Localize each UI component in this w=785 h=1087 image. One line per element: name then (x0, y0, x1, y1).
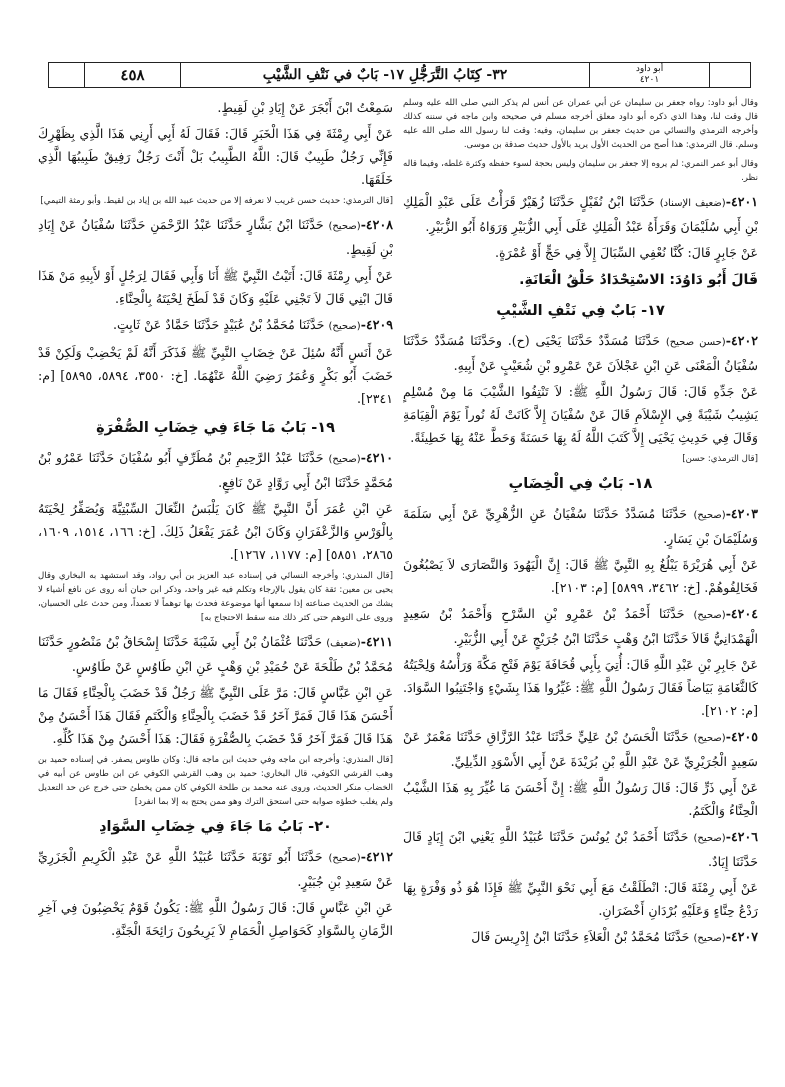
hadith-isnad: حَدَّثَنَا الْحَسَنُ بْنُ عَلِيٍّ حَدَّثَنَا عَبْدُ الرَّزَّاقِ حَدَّثَنَا مَعْمَرٌ عَنْ سَعِيدٍ الْجُرَيْرِيِّ عَنْ عَبْدِ اللَّهِ بْنِ بُرَيْدَةَ عَنْ أَبِي الأَسْوَدِ الدِّيلِيِّ. (403, 729, 758, 769)
abu-dawud-remark: قَالَ أَبُو دَاوُدَ: الاسْتِحْدَادُ حَلْقُ الْعَانَةِ. (519, 272, 758, 288)
hadith-number: ٤٢٠٩- (360, 317, 393, 332)
hadith-matn: عَنِ ابْنِ عُمَرَ أَنَّ النَّبِيَّ ﷺ كَانَ يَلْبَسُ النِّعَالَ السِّبْتِيَّةَ وَيُصَفِّرُ لِحْيَتَهُ بِالْوَرْسِ وَالزَّعْفَرَانِ وَكَانَ ابْنُ عُمَرَ يَفْعَلُ ذَلِكَ. [خ: ١٦٦، ١٥١٤، ١٦٠٩، ٢٨٦٥، ٥٨٥١] [م: ١١٧٧، ١٢٦٧]. (38, 501, 393, 562)
commentary-note: [قال المنذري: وأخرجه ابن ماجه وفي حديث ابن ماجه قال: وكان طاوس يصفر. في إسناده حميد بن وهب القرشي الكوفي، قال البخاري: حميد بن وهب القرشي الكوفي عن ابن طاوس عن أبيه في الخضاب منكر الحديث، وروى عنه محمد بن طلحة الكوفي كان ممن يخطئ حتى خرج عن حد التعديل ولم يغلب خطؤه صوابه حتى استحق الترك وهو ممن يحتج به إلا بما انفرد] (38, 755, 393, 807)
hadith-matn: عَنْ جَابِرٍ قَالَ: كُنَّا نُعْفِي السِّبَالَ إِلاَّ فِي حَجٍّ أَوْ عُمْرَةٍ. (495, 245, 758, 260)
hadith-number: ٤٢٠٢- (725, 333, 758, 348)
hadith-grade: (صحيح) (328, 454, 361, 465)
hadith-isnad: سَمِعْتُ ابْنَ أَبْجَرَ عَنْ إِيَادِ بْنِ لَقِيطٍ. (217, 100, 393, 115)
hadith-4203 (403, 502, 758, 550)
hadith-isnad: حَدَّثَنَا عُثْمَانُ بْنُ أَبِي شَيْبَةَ حَدَّثَنَا إِسْحَاقُ بْنُ مَنْصُورٍ حَدَّثَنَا مُحَمَّدُ بْنُ طَلْحَةَ عَنْ حُمَيْدِ بْنِ وَهْبٍ عَنِ ابْنِ طَاوُسٍ عَنْ طَاوُسٍ. (38, 634, 393, 674)
book-reference (590, 63, 710, 87)
hadith-4206 (403, 825, 758, 873)
book-name: أبو داود (635, 64, 664, 74)
hadith-matn: عَنْ أَبِي ذَرٍّ قَالَ: قَالَ رَسُولُ اللَّهِ ﷺ: إِنَّ أَحْسَنَ مَا غُيِّرَ بِهِ هَذَا الشَّيْبُ الْحِنَّاءُ وَالْكَتَمُ. (403, 780, 758, 818)
hadith-number: ٤٢١١- (360, 634, 393, 649)
hadith-number: ٤٢٠٦- (725, 829, 758, 844)
hadith-grade: (صحيح) (693, 733, 726, 744)
hadith-matn: عَنْ أَبِي رِمْثَةَ قَالَ: أَتَيْتُ النَّبِيَّ ﷺ أَنَا وَأَبِي فَقَالَ لِرَجُلٍ أَوْ لأَبِيهِ مَنْ هَذَا قَالَ ابْنِي قَالَ لاَ تَجْنِي عَلَيْهِ وَكَانَ قَدْ لَطَخَ لِحْيَتَهُ بِالْحِنَّاءِ. (38, 268, 393, 306)
hadith-number: ٤٢٠٣- (725, 506, 758, 521)
hadith-number: ٤٢١٠- (360, 450, 393, 465)
header-blank-cell (49, 63, 85, 87)
hadith-matn: عَنِ ابْنِ عَبَّاسٍ قَالَ: قَالَ رَسُولُ اللَّهِ ﷺ: يَكُونُ قَوْمٌ يَخْضِبُونَ فِي آخِرِ الزَّمَانِ بِالسَّوَادِ كَحَوَاصِلِ الْحَمَامِ لاَ يَرِيحُونَ رَائِحَةَ الْجَنَّةِ. (38, 900, 393, 938)
hadith-number: ٤٢٠٤- (725, 606, 758, 621)
hadith-4207 (403, 925, 758, 950)
header-blank-cell (710, 63, 750, 87)
hadith-grade: (ضعيف الإسناد) (659, 198, 726, 209)
hadith-4209 (38, 313, 393, 338)
hadith-grade: (صحيح) (328, 321, 361, 332)
hadith-4202 (403, 329, 758, 377)
hadith-number: ٤٢٠٨- (360, 217, 393, 232)
hadith-isnad: حَدَّثَنَا ابْنُ نُفَيْلٍ حَدَّثَنَا زُهَيْرٌ قَرَأْتُ عَلَى عَبْدِ الْمَلِكِ بْنِ أَبِي سُلَيْمَانَ وَقَرَأَهُ عَبْدُ الْمَلِكِ عَلَى أَبِي الزُّبَيْرِ وَرَوَاهُ أَبُو الزُّبَيْرِ. (403, 194, 758, 234)
hadith-isnad: حَدَّثَنَا مُسَدَّدٌ حَدَّثَنَا سُفْيَانُ عَنِ الزُّهْرِيِّ عَنْ أَبِي سَلَمَةَ وَسُلَيْمَانَ بْنِ يَسَارٍ. (403, 506, 758, 546)
hadith-isnad: حَدَّثَنَا ابْنُ بَشَّارٍ حَدَّثَنَا عَبْدُ الرَّحْمَنِ حَدَّثَنَا سُفْيَانُ عَنْ إِيَادِ بْنِ لَقِيطٍ. (38, 217, 393, 257)
hadith-number: ٤٢١٢- (360, 849, 393, 864)
hadith-4205 (403, 725, 758, 773)
commentary-note: وقال أبو داود: رواه جعفر بن سليمان عن أبي عمران عن أنس لم يذكر النبي صلى الله عليه وسلم قال وقت لنا، وهذا الذي ذكره أبو داود معلق أخرجه مسلم في صحيحه وابن ماجه في سننه كذلك وأخرجه الترمذي والنسائي من حديث جعفر بن سليمان، وفيه: وقت لنا رسول الله صلى الله عليه وسلم. قال الترمذي: هذا أصح من الحديث الأول يريد بالأول حديث صدقة بن موسى. (403, 98, 758, 150)
hadith-4212 (38, 845, 393, 893)
hadith-4210 (38, 446, 393, 494)
hadith-matn: عَنْ جَدِّهِ قَالَ: قَالَ رَسُولُ اللَّهِ ﷺ: لاَ تَنْتِفُوا الشَّيْبَ مَا مِنْ مُسْلِمٍ يَشِيبُ شَيْبَةً فِي الإِسْلاَمِ قَالَ عَنْ سُفْيَانَ إِلاَّ كَانَتْ لَهُ نُوراً يَوْمَ الْقِيَامَةِ وَقَالَ فِي حَدِيثِ يَحْيَى إِلاَّ كَتَبَ اللَّهُ لَهُ بِهَا حَسَنَةً وَحَطَّ عَنْهُ بِهَا خَطِيئَةً. (403, 384, 758, 445)
hadith-matn: عَنْ أَنَسٍ أَنَّهُ سُئِلَ عَنْ خِضَابِ النَّبِيِّ ﷺ فَذَكَرَ أَنَّهُ لَمْ يَخْضِبْ وَلَكِنْ قَدْ خَضَبَ أَبُو بَكْرٍ وَعُمَرُ رَضِيَ اللَّهُ عَنْهُمَا. [خ: ٣٥٥٠، ٥٨٩٤، ٥٨٩٥] [م: ٢٣٤١]. (38, 345, 393, 406)
commentary-note: [قال الترمذي: حسن] (682, 454, 758, 464)
hadith-isnad: حَدَّثَنَا مُحَمَّدُ بْنُ عُبَيْدٍ حَدَّثَنَا حَمَّادٌ عَنْ ثَابِتٍ. (112, 317, 325, 332)
chapter-heading: ١٧- بَابٌ فِي نَتْفِ الشَّيْبِ (496, 303, 665, 319)
chapter-heading: ١٩- بَابُ مَا جَاءَ فِي خِضَابِ الصُّفْرَةِ (96, 420, 335, 436)
hadith-isnad: حَدَّثَنَا أَبُو تَوْبَةَ حَدَّثَنَا عُبَيْدُ اللَّهِ عَنْ عَبْدِ الْكَرِيمِ الْجَزَرِيِّ عَنْ سَعِيدِ بْنِ جُبَيْرٍ. (38, 849, 393, 889)
hadith-grade: (صحيح) (693, 610, 726, 621)
hadith-matn: عَنْ أَبِي رِمْثَةَ قَالَ: انْطَلَقْتُ مَعَ أَبِي نَحْوَ النَّبِيِّ ﷺ فَإِذَا هُوَ ذُو وَفْرَةٍ بِهَا رَدْعُ حِنَّاءٍ وَعَلَيْهِ بُرْدَانِ أَخْضَرَانِ. (403, 880, 758, 918)
page-number: ٤٥٨ (85, 63, 181, 87)
running-title: ٣٢- كِتَابُ التَّرَجُّلِ ١٧- بَابٌ في نَتْفِ الشَّيْبِ (181, 63, 590, 87)
hadith-number: ٤٢٠٧- (725, 929, 758, 944)
hadith-matn: عَنِ ابْنِ عَبَّاسٍ قَالَ: مَرَّ عَلَى النَّبِيِّ ﷺ رَجُلٌ قَدْ خَضَبَ بِالْحِنَّاءِ فَقَالَ مَا أَحْسَنَ هَذَا قَالَ فَمَرَّ آخَرُ قَدْ خَضَبَ بِالْحِنَّاءِ وَالْكَتَمِ فَقَالَ هَذَا أَحْسَنُ مِنْ هَذَا قَالَ فَمَرَّ آخَرُ قَدْ خَضَبَ بِالصُّفْرَةِ فَقَالَ: هَذَا أَحْسَنُ مِنْ هَذَا كُلِّهِ. (38, 685, 393, 746)
hadith-matn: عَنْ أَبِي هُرَيْرَةَ يَبْلُغُ بِهِ النَّبِيَّ ﷺ قَالَ: إِنَّ الْيَهُودَ وَالنَّصَارَى لاَ يَصْبُغُونَ فَخَالِفُوهُمْ. [خ: ٣٤٦٢، ٥٨٩٩] [م: ٢١٠٣]. (403, 557, 758, 595)
hadith-isnad: حَدَّثَنَا عَبْدُ الرَّحِيمِ بْنُ مُطَرِّفٍ أَبُو سُفْيَانَ حَدَّثَنَا عَمْرُو بْنُ مُحَمَّدٍ حَدَّثَنَا ابْنُ أَبِي رَوَّادٍ عَنْ نَافِعٍ. (38, 450, 393, 490)
hadith-grade: (ضعيف) (326, 638, 361, 649)
hadith-isnad: حَدَّثَنَا مُحَمَّدُ بْنُ الْعَلاَءِ حَدَّثَنَا ابْنُ إِدْرِيسَ قَالَ (471, 929, 690, 944)
hadith-grade: (صحيح) (693, 933, 726, 944)
hadith-matn: عَنْ جَابِرِ بْنِ عَبْدِ اللَّهِ قَالَ: أُتِيَ بِأَبِي قُحَافَةَ يَوْمَ فَتْحِ مَكَّةَ وَرَأْسُهُ وَلِحْيَتُهُ كَالثَّغَامَةِ بَيَاضاً فَقَالَ رَسُولُ اللَّهِ ﷺ: غَيِّرُوا هَذَا بِشَيْءٍ وَاجْتَنِبُوا السَّوَادَ. [م: ٢١٠٢]. (403, 657, 758, 718)
hadith-grade: (صحيح) (328, 221, 361, 232)
hadith-grade: (صحيح) (328, 853, 361, 864)
hadith-isnad: حَدَّثَنَا أَحْمَدُ بْنُ يُونُسَ حَدَّثَنَا عُبَيْدُ اللَّهِ يَعْنِي ابْنَ إِيَادٍ قَالَ حَدَّثَنَا إِيَادٌ. (403, 829, 758, 869)
hadith-isnad: حَدَّثَنَا مُسَدَّدٌ حَدَّثَنَا يَحْيَى (ح). وحَدَّثَنَا مُسَدَّدٌ حَدَّثَنَا سُفْيَانُ الْمَعْنَى عَنِ ابْنِ عَجْلاَنَ عَنْ عَمْرِو بْنِ شُعَيْبٍ عَنْ أَبِيهِ. (403, 333, 758, 373)
page-header (48, 62, 751, 88)
commentary-note: [قال الترمذي: حديث حسن غريب لا نعرفه إلا من حديث عبيد الله بن إياد بن لقيط. وأبو رمثة التيمي] (40, 196, 393, 206)
hadith-4208 (38, 213, 393, 261)
right-column (403, 96, 758, 1081)
hadith-isnad: حَدَّثَنَا أَحْمَدُ بْنُ عَمْرِو بْنِ السَّرْحِ وَأَحْمَدُ بْنُ سَعِيدٍ الْهَمْدَانِيُّ قَالاَ حَدَّثَنَا ابْنُ وَهْبٍ حَدَّثَنَا ابْنُ جُرَيْجٍ عَنْ أَبِي الزُّبَيْرِ. (403, 606, 758, 646)
chapter-heading: ١٨- بَابٌ فِي الْخِضَابِ (508, 476, 653, 492)
hadith-matn: عَنْ أَبِي رِمْثَةَ فِي هَذَا الْخَبَرِ قَالَ: فَقَالَ لَهُ أَبِي أَرِنِي هَذَا الَّذِي بِظَهْرِكَ فَإِنِّي رَجُلٌ طَبِيبٌ قَالَ: اللَّهُ الطَّبِيبُ بَلْ أَنْتَ رَجُلٌ رَفِيقٌ طَبِيبُهَا الَّذِي خَلَقَهَا. (38, 126, 393, 187)
chapter-heading: ٢٠- بَابُ مَا جَاءَ فِي خِضَابِ السَّوَادِ (99, 819, 332, 835)
commentary-note: وقال أبو عمر النمري: لم يروه إلا جعفر بن سليمان وليس بحجة لسوء حفظه وكثرة غلطه، وفيما قاله نظر. (403, 159, 758, 183)
hadith-grade: (حسن صحيح) (665, 337, 726, 348)
hadith-grade: (صحيح) (693, 833, 726, 844)
hadith-number-ref: ٤٢٠١ (639, 75, 660, 85)
hadith-number: ٤٢٠١- (725, 194, 758, 209)
hadith-4204 (403, 602, 758, 650)
commentary-note: [قال المنذري: وأخرجه النسائي في إسناده عبد العزيز بن أبي رواد، وقد استشهد به البخاري وقال يحيى بن معين: ثقة كان يقول بالإرجاء وتكلم فيه غير واحد، وذكر ابن حبان أنه روى عن نافع أشياء لا يشك من الحديث صناعته إذا سمعها أنها موضوعة فحدث بها توهماً لا تعمداً، ومن حدث على الحسبان، وروى على التوهم حتى كثر ذلك منه سقط الاحتجاج به] (38, 571, 393, 623)
hadith-4201 (403, 190, 758, 238)
hadith-4211 (38, 630, 393, 678)
hadith-number: ٤٢٠٥- (725, 729, 758, 744)
left-column (38, 96, 393, 1081)
hadith-grade: (صحيح) (693, 510, 726, 521)
